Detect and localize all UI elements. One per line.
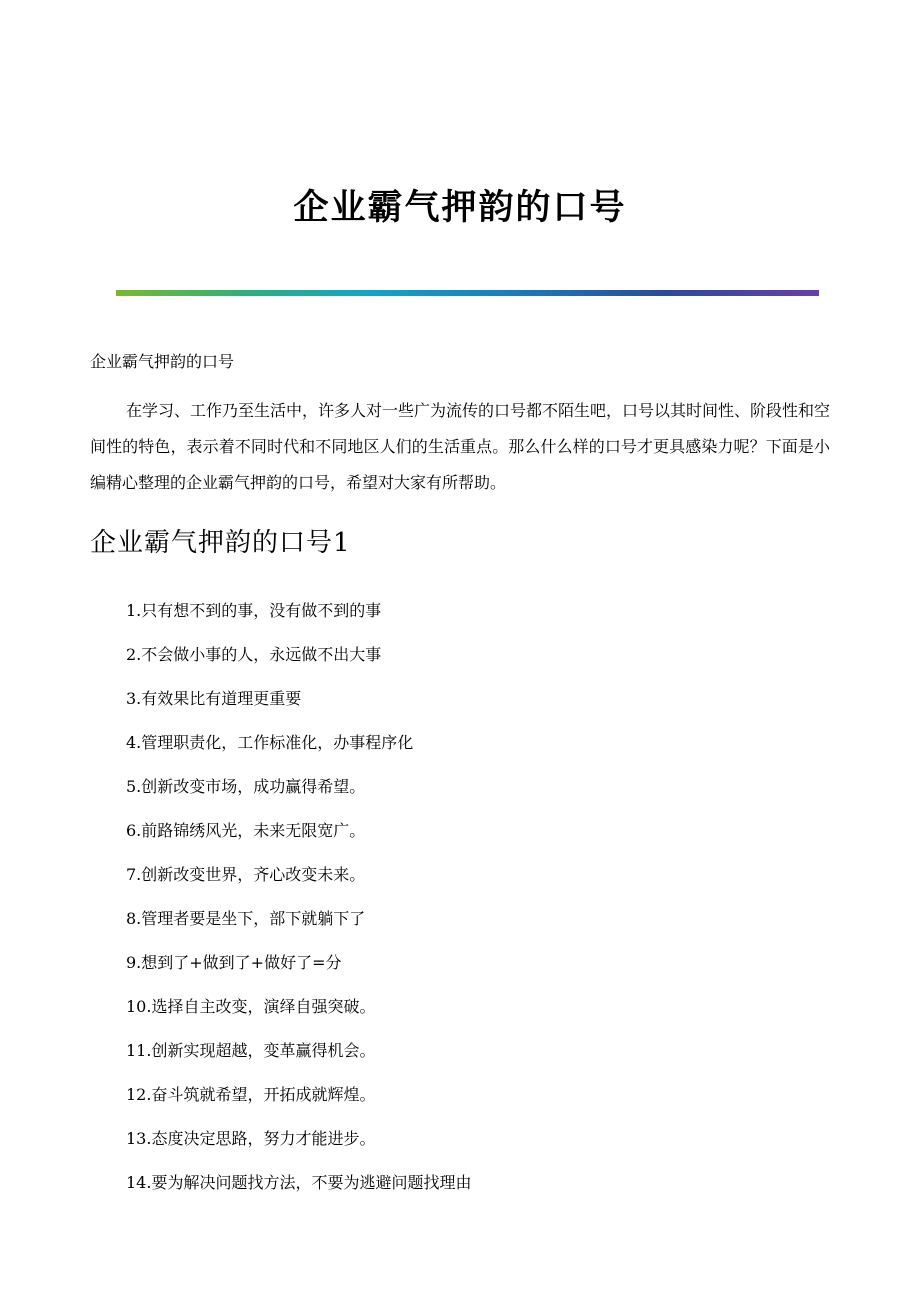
- slogan-item: 10.选择自主改变，演绎自强突破。: [126, 997, 376, 1016]
- slogan-item: 6.前路锦绣风光，未来无限宽广。: [126, 821, 366, 840]
- title-divider: [116, 290, 819, 296]
- document-subtitle: 企业霸气押韵的口号: [90, 352, 235, 371]
- slogan-item: 14.要为解决问题找方法，不要为逃避问题找理由: [126, 1173, 472, 1192]
- slogan-item: 1.只有想不到的事，没有做不到的事: [126, 601, 382, 620]
- slogan-item: 12.奋斗筑就希望，开拓成就辉煌。: [126, 1085, 376, 1104]
- intro-paragraph: 在学习、工作乃至生活中，许多人对一些广为流传的口号都不陌生吧，口号以其时间性、阶段性和空间性的特色，表示着不同时代和不同地区人们的生活重点。那么什么样的口号才更具感染力呢？下面是小编精心整理的企业霸气押韵的口号，希望对大家有所帮助。: [90, 401, 831, 492]
- slogan-item: 13.态度决定思路，努力才能进步。: [126, 1129, 376, 1148]
- slogan-item: 8.管理者要是坐下，部下就躺下了: [126, 909, 366, 928]
- slogan-item: 7.创新改变世界，齐心改变未来。: [126, 865, 366, 884]
- section-heading: 企业霸气押韵的口号1: [90, 528, 351, 558]
- slogan-item: 4.管理职责化，工作标准化，办事程序化: [126, 733, 414, 752]
- slogan-item: 9.想到了+做到了+做好了=分: [126, 953, 342, 972]
- slogan-item: 3.有效果比有道理更重要: [126, 689, 302, 708]
- slogan-item: 2.不会做小事的人，永远做不出大事: [126, 645, 382, 664]
- slogan-list: [126, 598, 471, 1214]
- document-title: 企业霸气押韵的口号: [293, 187, 627, 228]
- slogan-item: 11.创新实现超越，变革赢得机会。: [126, 1041, 376, 1060]
- slogan-item: 5.创新改变市场，成功赢得希望。: [126, 777, 366, 796]
